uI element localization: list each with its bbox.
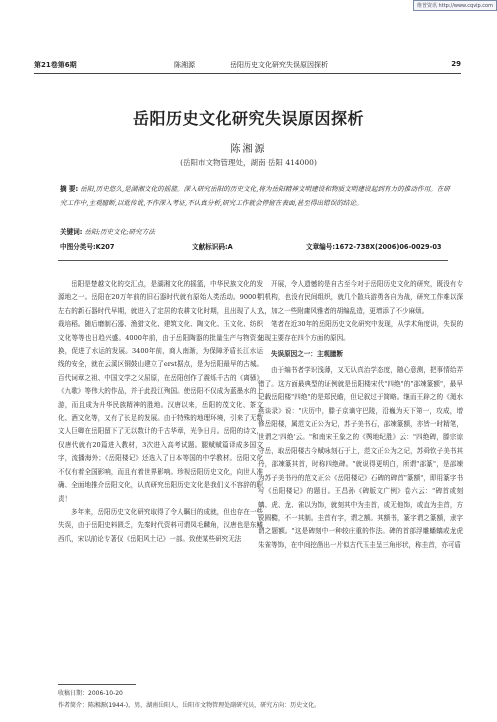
article-title: 岳阳历史文化研究失误原因探析 [132,109,364,128]
body-paragraph: 岳阳是楚越文化的交汇点，是湖湘文化的摇篮，中华民族文化的发源地之一。岳阳在20万年前的旧石器时代就有原始人类活动。9000年左右的新石器时代早期，就进入了定居的农耕文化时期，且出现了人工栽培稻。随后磨制石器、渔猎文化、建筑文化、陶文化、玉文化、纺织文化等等也日趋兴盛。4000年前，由于岳阳陶器的批量生产与物资交换，促进了水运的发展。3400年前，商人南渐，为保障矛盾长江水运线的安全，就在云溪区铜鼓山建立了erst据点，是为岳阳最早的古城。百代词章之祖、中国文学之父屈原，在岳阳创作了震烁千古的《离骚》《九歌》等伟大的作品，并于此投江殉国。使岳阳不仅成为蓝墨水的上游，而且成为升华民族精神的胜地。汉唐以来，岳阳的茂文化、茶文化、酒文化等，又有了长足的发展。由于特殊的地理环境，引来了无数文人巨卿在岳阳留下了无以数计的千古华章，光争日月。岳阳的诗文，仅唐代就有20篇进入教材，3次进入高考试题。腿赋赋篇译成多国文字，流播海外；《岳阳楼记》还选入了日本等国的中学教材。岳阳文化不仅有着全国影响，而且有着世界影响。珍视岳阳历史文化，向世人准确、全面地推介岳阳文化，认真研究岳阳历史文化是我们义不容辞的职责！ [58,280,263,503]
page-number: 29 [451,60,461,68]
author-bio: 作者简介：陈湘源(1944-)，男，湖南岳阳人，岳阳市文物管理处副研究员，研究方向：历史文化。 [58,702,321,709]
clc-number: 中图分类号:K207 [60,243,115,251]
issue-label: 第21卷第6期 [34,61,77,69]
keywords-label: 关键词: [60,228,83,236]
author-name: 陈湘源 [230,144,267,155]
article-id: 文章编号:1672-738X(2006)06-0029-03 [306,243,442,251]
header-divider [58,260,448,261]
running-head-title: 岳阳历史文化研究失误原因探析 [230,61,328,69]
running-head [34,60,461,74]
keywords [60,226,450,236]
keywords-text: 岳阳;历史文化;研究方法 [84,228,155,236]
abstract-text: 岳阳,历史悠久,是湖湘文化的摇篮。深入研究岳阳的历史文化,将为岳阳精神文明建设和物质文明建设起到有力的推动作用。在研究工作中,主观臆断,以讹传讹,不作深入考证,不认真分析,研究工作就会停留在表面,甚至得出错误的结论。 [60,185,450,207]
received-date: 收稿日期：2006-10-20 [58,690,123,697]
footnote-rule [58,684,136,685]
body-paragraph: 笔者在近30年的岳阳历史文化研究中发现，从学术角度讲，失误的出现主要存在四个方面的原因。 [258,320,463,342]
watermark: 维普资讯 http://www.cqvip.com [413,0,497,11]
body-paragraph: 开展，令人遗憾的是自古至今对于岳阳历史文化的研究，既没有专门机构，也没有民间组织，就几个散兵游勇各自为战，研究工作难以深入，加之一些附庸风雅者的胡编乱造，更增添了不少麻烦。 [258,280,463,315]
classification-line [60,241,450,251]
body-column-right [258,278,463,552]
abstract [60,183,450,210]
running-head-author: 陈湘源 [174,61,195,69]
author-affiliation: (岳阳市文物管理处，湖南 岳阳 414000) [180,158,317,167]
abstract-label: 摘 要: [60,185,79,193]
body-paragraph: 多年来，岳阳历史文化研究取得了令人瞩目的成就，但也存在一些失误，由于岳阳史料匮乏，先秦时代资料可谓凤毛麟角，汉唐也是东鳞西爪，宋以前论专著仅《岳阳风土记》一部。致使某些研究无法 [58,507,263,543]
section-heading: 失误原因之一：主观臆断 [271,350,344,359]
body-paragraph: 由于编书者学识浅薄，又无认真治学态度，随心意测，把事情给弄错了。这方面最典型的证例就是岳阳楼宋代"四绝"的"邵竦篆额"，最早记载岳阳楼"四绝"的是郑民瞻，但记叙过于简略。继而王辟之的《渑水燕谈录》说："庆历中，滕子京谪守巴陵，沿巍为天下第一，攻成，增修岳阳楼，属范文正公为记，苏子美书石，邵竦篆额，亦皆一时精笔，世谓之'四绝'云。"和南宋王象之的《舆地纪胜》云："四绝碑，滕宗谅守岳，取岳阳楼古今赋咏刻石于上，范文正公为之记，苏舜钦子美书其丹，邵竦篆其首，时称四绝碑。"就说得更明白，所谓"邵篆"，是邵竦为苏子美书丹的范文正公《岳阳楼记》石碑的碑首"篆额"，即用篆字书写《岳阳楼记》的题目。王昌孙《碑版文广例》卷六云："碑首或刻螭、虎、龙、雀以为饰，就刻其中为圭首，或无他饰，或直为圭首，方锐圆橢，不一其制。圭首有字，谓之额。其额书，篆字谓之篆额，隶字谓之题额。"这是碑刻中一种较庄重的作法。碑的首部浮雕蟠螭或龙虎朱雀等饰，在中间挖凿出一片似古代玉圭呈三角形状，称圭首，亦可盾 [258,366,463,549]
body-column-left [58,278,263,546]
document-code: 文献标识码:A [192,243,233,251]
